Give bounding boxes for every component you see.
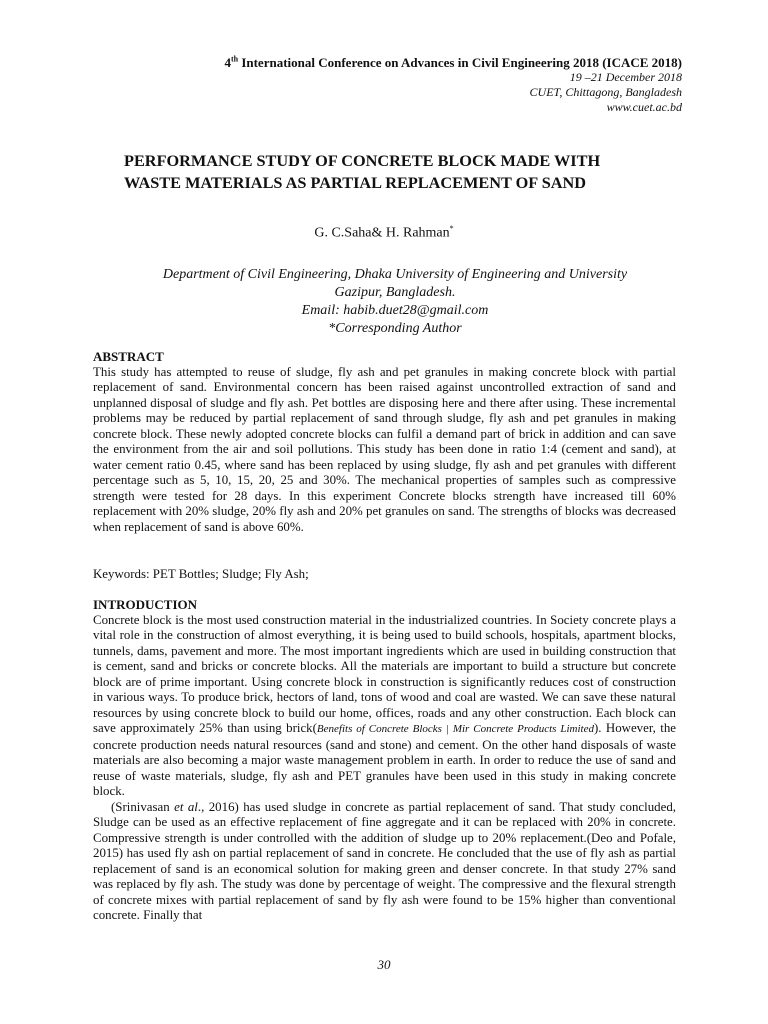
paper-title-line-2: WASTE MATERIALS AS PARTIAL REPLACEMENT OF SAND <box>124 173 587 192</box>
conference-ordinal-suffix: th <box>230 54 239 64</box>
introduction-section <box>93 597 676 924</box>
affiliation-email: Email: habib.duet28@gmail.com <box>301 303 489 318</box>
corresponding-marker: * <box>449 224 454 233</box>
affiliation-block <box>100 266 690 338</box>
paper-title-line-1: PERFORMANCE STUDY OF CONCRETE BLOCK MADE WITH <box>124 151 601 170</box>
affiliation-department: Department of Civil Engineering, Dhaka University of Engineering and University <box>162 267 628 282</box>
keywords-line <box>93 567 676 583</box>
abstract-heading: ABSTRACT <box>93 349 164 364</box>
abstract-text: This study has attempted to reuse of sludge, fly ash and pet granules in making concrete block with partial replacement of sand. Environmental concern has been raised against uncontrolled extraction of sand and unplanned disposal of sludge and fly ash. Pet bottles are disposing here and there after using. These incremental problems may be reduced by partial replacement of sand through sludge, fly ash and pet granules in making concrete block. These newly adopted concrete blocks can fulfil a demand part of brick in addition and can save the environment from the air and soil pollutions. This study has been done in ratio 1:4 (cement and sand), at water cement ratio 0.45, where sand has been replaced by using sludge, fly ash and pet granules with different percentage such as 5, 10, 15, 20, 25 and 30%. The mechanical properties of samples such as compressive strength were tested for 28 days. In this experiment Concrete blocks strength have increased till 60% replacement with 20% sludge, 20% fly ash and 20% pet granules on sand. The strengths of blocks was decreased when replacement of sand is above 60%. <box>93 364 676 534</box>
conference-dates: 19 –21 December 2018 <box>569 70 682 84</box>
abstract-section <box>93 349 676 535</box>
conference-header <box>224 55 682 115</box>
intro-p2-etal: et al <box>174 799 198 814</box>
paper-title <box>124 150 684 194</box>
author-names: G. C.Saha& H. Rahman <box>314 225 450 241</box>
author-list <box>0 224 768 242</box>
affiliation-location: Gazipur, Bangladesh. <box>334 285 456 300</box>
conference-ordinal: 4 <box>224 55 231 70</box>
conference-location: CUET, Chittagong, Bangladesh <box>529 85 682 99</box>
keywords-text: Keywords: PET Bottles; Sludge; Fly Ash; <box>93 567 309 581</box>
conference-website: www.cuet.ac.bd <box>606 100 682 114</box>
corresponding-author-note: *Corresponding Author <box>328 321 462 336</box>
introduction-paragraph-1 <box>93 613 676 800</box>
intro-p1-text-a: Concrete block is the most used construction material in the industrialized countries. In Society concrete plays a vital role in the construction of almost everything, it is being used to build schools, hospitals, apartment blocks, tunnels, dams, pavement and more. The most important ingredients which are used in building construction that is cement, sand and bricks or concrete blocks. All the materials are important to build a structure but concrete block are of prime important. Using concrete block in construction is significantly reduces cost of construction in various ways. To produce brick, hectors of land, tons of wood and coal are wasted. We can save these natural resources by using concrete block to build our home, offices, roads and any other construction. Each block can save approximately 25% than using brick( <box>93 612 676 735</box>
page-number: 30 <box>377 957 391 972</box>
introduction-paragraph-2 <box>93 800 676 924</box>
intro-p1-text-b: ). However, the concrete production needs natural resources (sand and stone) and cement. On the other hand disposals of waste materials are also becoming a major waste management problem in earth. In order to reduce the use of sand and reuse of waste materials, sludge, fly ash and PET granules have been used in this study in making concrete block. <box>93 721 676 798</box>
conference-name: International Conference on Advances in Civil Engineering 2018 (ICACE 2018) <box>241 55 682 70</box>
introduction-heading: INTRODUCTION <box>93 597 198 612</box>
intro-p1-citation: Benefits of Concrete Blocks | Mir Concrete Products Limited <box>316 723 594 735</box>
intro-p2-text-a: (Srinivasan <box>111 799 175 814</box>
conference-title <box>224 55 682 70</box>
intro-p2-text-b: ., 2016) has used sludge in concrete as partial replacement of sand. That study concluded, Sludge can be used as an effective replacement of fine aggregate and it can be replaced with 20% in concrete. Compressive strength is under controlled with the addition of sludge up to 20% replacement.(Deo and Pofale, 2015) has used fly ash on partial replacement of sand in concrete. He concluded that the use of fly ash as partial replacement of sand is an economical solution for making green and denser concrete. In that study 27% sand was replaced by fly ash. The study was done by percentage of weight. The compressive and the flexural strength of concrete mixes with partial replacement of sand by fly ash were found to be 15% higher than conventional concrete. Finally that <box>93 799 676 922</box>
